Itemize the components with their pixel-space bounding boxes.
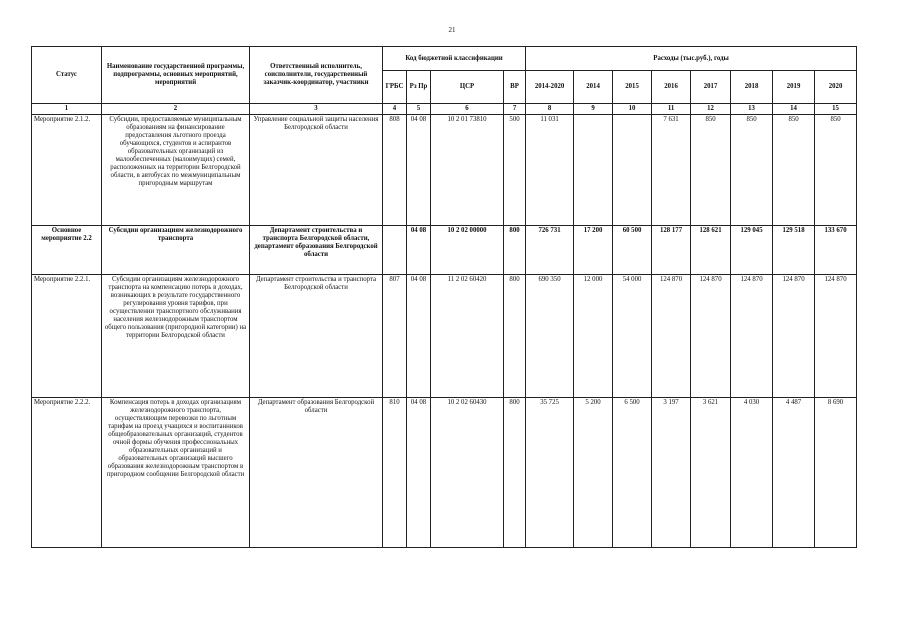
row-value: 11 031 — [526, 115, 574, 225]
row-rzpr: 04 08 — [407, 225, 431, 274]
header-year: 2019 — [773, 71, 815, 104]
column-number: 6 — [431, 104, 504, 115]
column-number: 11 — [652, 104, 691, 115]
row-value: 3 621 — [691, 397, 731, 547]
header-grbs: ГРБС — [383, 71, 407, 104]
row-value: 129 518 — [773, 225, 815, 274]
row-grbs: 810 — [383, 397, 407, 547]
row-csr: 10 2 02 00000 — [431, 225, 504, 274]
header-year: 2020 — [815, 71, 857, 104]
row-value: 4 030 — [731, 397, 773, 547]
page-number: 21 — [448, 26, 456, 34]
column-number-row — [32, 104, 857, 115]
row-value: 7 631 — [652, 115, 691, 225]
row-value: 850 — [731, 115, 773, 225]
header-status: Статус — [32, 47, 102, 104]
row-grbs: 807 — [383, 274, 407, 397]
table-row — [32, 397, 857, 547]
row-csr: 11 2 02 60420 — [431, 274, 504, 397]
column-number: 3 — [250, 104, 383, 115]
row-value: 3 197 — [652, 397, 691, 547]
row-grbs: 808 — [383, 115, 407, 225]
row-value: 4 487 — [773, 397, 815, 547]
table-row — [32, 274, 857, 397]
row-name: Субсидии организациям железнодорожного транспорта — [102, 225, 250, 274]
row-responsible: Управление социальной защиты населения Белгородской области — [250, 115, 383, 225]
row-value: 124 870 — [652, 274, 691, 397]
row-value — [613, 115, 652, 225]
budget-table — [31, 46, 857, 548]
header-year: 2014 — [574, 71, 613, 104]
row-status: Мероприятие 2.2.1. — [32, 274, 102, 397]
row-responsible: Департамент строительства и транспорта Белгородской области — [250, 274, 383, 397]
row-value: 133 670 — [815, 225, 857, 274]
row-rzpr: 04 08 — [407, 115, 431, 225]
row-csr: 10 2 02 60430 — [431, 397, 504, 547]
header-responsible: Ответственный исполнитель, соисполнители, государственный заказчик-координатор, участники — [250, 47, 383, 104]
row-name: Субсидии организациям железнодорожного транспорта на компенсацию потерь в доходах, возникающих в результате государственного регулирования уровня тарифов, при осуществлении транспортного обслуживания населения железнодорожным транспортом общего пользования (пригородной категории) на территории Белгородской области — [102, 274, 250, 397]
row-responsible: Департамент строительства и транспорта Белгородской области, департамент образования Белгородской области — [250, 225, 383, 274]
column-number: 15 — [815, 104, 857, 115]
header-year: 2015 — [613, 71, 652, 104]
row-value: 850 — [815, 115, 857, 225]
header-row-1 — [32, 47, 857, 71]
header-rzpr: Рз Пр — [407, 71, 431, 104]
row-rzpr: 04 08 — [407, 274, 431, 397]
column-number: 2 — [102, 104, 250, 115]
row-grbs — [383, 225, 407, 274]
row-value: 8 690 — [815, 397, 857, 547]
column-number: 13 — [731, 104, 773, 115]
row-value: 850 — [691, 115, 731, 225]
row-value: 12 000 — [574, 274, 613, 397]
row-value: 124 870 — [691, 274, 731, 397]
row-value: 726 731 — [526, 225, 574, 274]
header-year: 2016 — [652, 71, 691, 104]
row-responsible: Департамент образования Белгородской области — [250, 397, 383, 547]
column-number: 8 — [526, 104, 574, 115]
header-vr: ВР — [504, 71, 526, 104]
header-year: 2017 — [691, 71, 731, 104]
row-value: 129 045 — [731, 225, 773, 274]
row-vr: 800 — [504, 397, 526, 547]
column-number: 5 — [407, 104, 431, 115]
row-csr: 10 2 01 73810 — [431, 115, 504, 225]
row-status: Мероприятие 2.1.2. — [32, 115, 102, 225]
column-number: 14 — [773, 104, 815, 115]
row-value: 17 200 — [574, 225, 613, 274]
row-value — [574, 115, 613, 225]
row-name: Компенсация потерь в доходах организациям железнодорожного транспорта, осуществляющим перевозки по льготным тарифам на проезд учащихся и воспитанников общеобразовательных организаций, студентов очной формы обучения профессиональных образовательных организаций и образовательных организаций высшего образования железнодорожным транспортом в пригородном сообщении Белгородской области — [102, 397, 250, 547]
row-value: 128 621 — [691, 225, 731, 274]
row-vr: 500 — [504, 115, 526, 225]
row-vr: 800 — [504, 274, 526, 397]
row-status: Мероприятие 2.2.2. — [32, 397, 102, 547]
row-value: 850 — [773, 115, 815, 225]
column-number: 12 — [691, 104, 731, 115]
column-number: 1 — [32, 104, 102, 115]
header-budget-code: Код бюджетной классификации — [383, 47, 526, 71]
row-rzpr: 04 08 — [407, 397, 431, 547]
header-year: 2018 — [731, 71, 773, 104]
column-number: 9 — [574, 104, 613, 115]
row-value: 60 500 — [613, 225, 652, 274]
table-row — [32, 225, 857, 274]
row-name: Субсидии, предоставляемые муниципальным образованиям на финансирование предоставления льготного проезда обучающихся, студентов и аспирантов образовательных организаций из малообеспеченных (малоимущих) семей, расположенных на территории Белгородской области, в автобусах по межмуниципальным пригородным маршрутам — [102, 115, 250, 225]
row-status: Основное мероприятие 2.2 — [32, 225, 102, 274]
row-value: 6 500 — [613, 397, 652, 547]
row-value: 5 200 — [574, 397, 613, 547]
row-value: 128 177 — [652, 225, 691, 274]
row-vr: 800 — [504, 225, 526, 274]
header-name: Наименование государственной программы, подпрограммы, основных мероприятий, мероприятий — [102, 47, 250, 104]
row-value: 54 000 — [613, 274, 652, 397]
row-value: 124 870 — [731, 274, 773, 397]
table-row — [32, 115, 857, 225]
row-value: 124 870 — [773, 274, 815, 397]
row-value: 124 870 — [815, 274, 857, 397]
column-number: 7 — [504, 104, 526, 115]
column-number: 10 — [613, 104, 652, 115]
row-value: 690 350 — [526, 274, 574, 397]
header-year: 2014-2020 — [526, 71, 574, 104]
header-expenses: Расходы (тыс.руб.), годы — [526, 47, 857, 71]
column-number: 4 — [383, 104, 407, 115]
row-value: 35 725 — [526, 397, 574, 547]
header-csr: ЦСР — [431, 71, 504, 104]
